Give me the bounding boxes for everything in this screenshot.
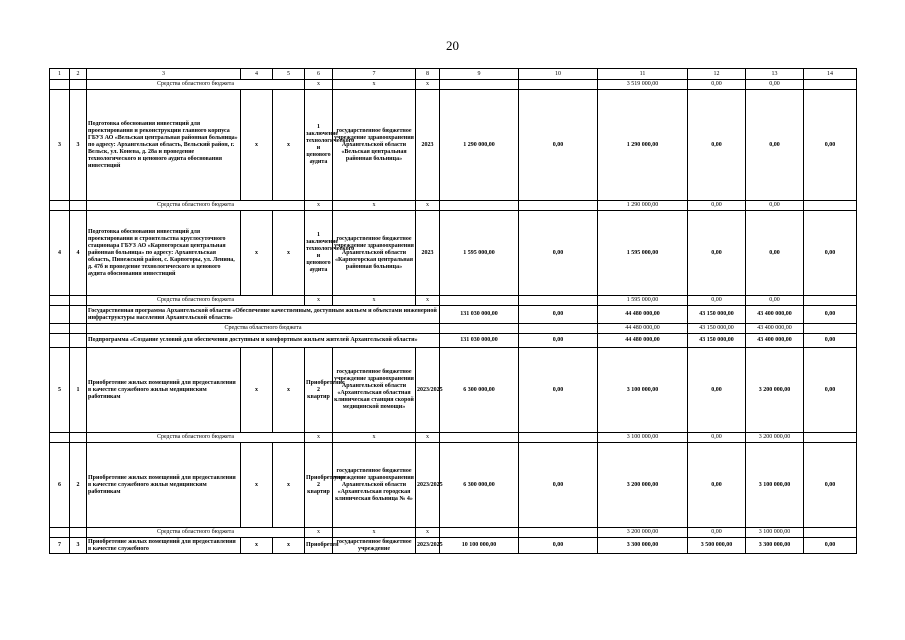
result-cell: Приобретение 2 квартир bbox=[305, 443, 333, 528]
table-cell: 3 100 000,00 bbox=[746, 443, 804, 528]
table-cell: 0,00 bbox=[688, 348, 746, 433]
result-cell: 1 заключение технологического и ценового аудита bbox=[305, 90, 333, 201]
row-number: 6 bbox=[50, 443, 70, 528]
measure-name: Приобретение жилых помещений для предоставления в качестве служебного жилья медицинским работникам bbox=[87, 348, 241, 433]
funding-label: Средства областного бюджета bbox=[87, 528, 305, 538]
table-cell: 44 480 000,00 bbox=[598, 324, 688, 334]
table-cell: 0,00 bbox=[804, 306, 857, 324]
table-cell: x bbox=[416, 433, 440, 443]
header-cell: 13 bbox=[746, 69, 804, 80]
table-cell: 3 300 000,00 bbox=[598, 538, 688, 554]
executor-cell: государственное бюджетное учреждение здравоохранения Архангельской области «Карпогорская центральная районная больница» bbox=[333, 211, 416, 296]
table-cell: 0,00 bbox=[688, 211, 746, 296]
result-cell: Приобретен bbox=[305, 538, 333, 554]
result-cell: 1 заключение технологического и ценового аудита bbox=[305, 211, 333, 296]
funding-label: Средства областного бюджета bbox=[87, 296, 305, 306]
table-cell: 0,00 bbox=[804, 211, 857, 296]
executor-cell: государственное бюджетное учреждение здравоохранения Архангельской области «Вельская центральная районная больница» bbox=[333, 90, 416, 201]
executor-cell: государственное бюджетное учреждение здравоохранения Архангельской области «Архангельская областная клиническая станция скорой медицинской помощи» bbox=[333, 348, 416, 433]
row-number: 3 bbox=[50, 90, 70, 201]
table-cell: x bbox=[273, 211, 305, 296]
measure-name: Подготовка обоснования инвестиций для проектирования и строительства круглосуточного стационара ГБУЗ АО «Карпогорская центральная районная больница» по адресу: Архангельская область, Пинежский район, с. Карпогоры, ул. Ленина, д. 47б и проведение технологического и ценового аудита обоснования инвестиций bbox=[87, 211, 241, 296]
table-cell: x bbox=[241, 443, 273, 528]
table-cell: 43 150 000,00 bbox=[688, 334, 746, 348]
program-row bbox=[50, 306, 857, 324]
row-number: 4 bbox=[50, 211, 70, 296]
table-cell: 3 519 000,00 bbox=[598, 80, 688, 90]
table-row bbox=[50, 348, 857, 433]
funding-label: Средства областного бюджета bbox=[87, 201, 305, 211]
year-cell: 2023/2025 bbox=[416, 538, 440, 554]
table-cell: x bbox=[416, 296, 440, 306]
row-number: 5 bbox=[50, 348, 70, 433]
header-cell: 9 bbox=[440, 69, 519, 80]
table-cell: 131 030 000,00 bbox=[440, 334, 519, 348]
table-row bbox=[50, 90, 857, 201]
table-cell: 0,00 bbox=[804, 334, 857, 348]
table-cell: 1 595 000,00 bbox=[440, 211, 519, 296]
table-cell: x bbox=[333, 80, 416, 90]
row-subnumber: 1 bbox=[70, 348, 87, 433]
table-cell: 0,00 bbox=[804, 538, 857, 554]
funding-row bbox=[50, 201, 857, 211]
header-cell: 2 bbox=[70, 69, 87, 80]
funding-row bbox=[50, 324, 857, 334]
result-cell: Приобретение 2 квартир bbox=[305, 348, 333, 433]
header-cell: 12 bbox=[688, 69, 746, 80]
table-cell: 0,00 bbox=[688, 433, 746, 443]
table-row bbox=[50, 443, 857, 528]
table-cell: 0,00 bbox=[746, 80, 804, 90]
table-cell: x bbox=[273, 348, 305, 433]
table-cell: x bbox=[241, 538, 273, 554]
table-cell: 3 500 000,00 bbox=[688, 538, 746, 554]
table-cell: 0,00 bbox=[519, 443, 598, 528]
table-cell: x bbox=[305, 433, 333, 443]
table-cell: x bbox=[416, 80, 440, 90]
header-cell: 8 bbox=[416, 69, 440, 80]
year-cell: 2023 bbox=[416, 90, 440, 201]
table-cell: 0,00 bbox=[519, 348, 598, 433]
header-cell: 3 bbox=[87, 69, 241, 80]
table-row bbox=[50, 538, 857, 554]
table-cell: 3 100 000,00 bbox=[746, 528, 804, 538]
table-cell: 43 400 000,00 bbox=[746, 334, 804, 348]
table-header-row bbox=[50, 69, 857, 80]
table-cell: 1 595 000,00 bbox=[598, 296, 688, 306]
table-cell: 43 400 000,00 bbox=[746, 324, 804, 334]
table-cell: 0,00 bbox=[746, 296, 804, 306]
table-cell: x bbox=[333, 528, 416, 538]
header-cell: 14 bbox=[804, 69, 857, 80]
table-cell: 1 290 000,00 bbox=[598, 201, 688, 211]
table-cell: 0,00 bbox=[519, 538, 598, 554]
table-cell: 0,00 bbox=[804, 90, 857, 201]
table-cell: 3 300 000,00 bbox=[746, 538, 804, 554]
table-cell: x bbox=[333, 201, 416, 211]
page-number: 20 bbox=[446, 38, 459, 53]
table-cell: x bbox=[333, 433, 416, 443]
table-cell: 43 150 000,00 bbox=[688, 324, 746, 334]
table-cell: 0,00 bbox=[804, 443, 857, 528]
table-row bbox=[50, 211, 857, 296]
row-subnumber: 3 bbox=[70, 538, 87, 554]
table-cell: 43 150 000,00 bbox=[688, 306, 746, 324]
table-cell: x bbox=[333, 296, 416, 306]
table-cell: 0,00 bbox=[688, 443, 746, 528]
funding-row bbox=[50, 296, 857, 306]
table-cell: 6 300 000,00 bbox=[440, 443, 519, 528]
table-cell: 0,00 bbox=[688, 296, 746, 306]
funding-row bbox=[50, 433, 857, 443]
row-subnumber: 4 bbox=[70, 211, 87, 296]
table-cell: 0,00 bbox=[746, 211, 804, 296]
header-cell: 10 bbox=[519, 69, 598, 80]
table-cell: 0,00 bbox=[688, 528, 746, 538]
header-cell: 7 bbox=[333, 69, 416, 80]
funding-label: Средства областного бюджета bbox=[87, 324, 440, 334]
table-cell: x bbox=[241, 211, 273, 296]
row-subnumber: 2 bbox=[70, 443, 87, 528]
measure-name: Приобретение жилых помещений для предоставления в качестве служебного bbox=[87, 538, 241, 554]
table-cell: 43 400 000,00 bbox=[746, 306, 804, 324]
subprogram-row bbox=[50, 334, 857, 348]
budget-table bbox=[49, 68, 857, 554]
year-cell: 2023/2025 bbox=[416, 348, 440, 433]
table-cell: 6 300 000,00 bbox=[440, 348, 519, 433]
table-cell: 1 595 000,00 bbox=[598, 211, 688, 296]
table-cell: 0,00 bbox=[519, 306, 598, 324]
table-cell: 44 480 000,00 bbox=[598, 334, 688, 348]
table-cell: 0,00 bbox=[519, 211, 598, 296]
table-cell: 3 200 000,00 bbox=[598, 443, 688, 528]
table-cell: 10 100 000,00 bbox=[440, 538, 519, 554]
table-cell: 0,00 bbox=[688, 80, 746, 90]
table-cell: 3 100 000,00 bbox=[598, 348, 688, 433]
header-cell: 1 bbox=[50, 69, 70, 80]
measure-name: Подготовка обоснования инвестиций для проектирования и реконструкции главного корпуса ГБУЗ АО «Вельская центральная районная больница» по адресу: Архангельская область, Вельский район, г. Вельск, ул. Конева, д. 28а и проведение технологического и ценового аудита обоснования инвестиций bbox=[87, 90, 241, 201]
table-cell: x bbox=[416, 528, 440, 538]
measure-name: Приобретение жилых помещений для предоставления в качестве служебного жилья медицинским работникам bbox=[87, 443, 241, 528]
executor-cell: государственное бюджетное учреждение здравоохранения Архангельской области «Архангельская городская клиническая больница № 4» bbox=[333, 443, 416, 528]
year-cell: 2023 bbox=[416, 211, 440, 296]
table-cell: x bbox=[241, 90, 273, 201]
table-cell: 0,00 bbox=[519, 334, 598, 348]
funding-label: Средства областного бюджета bbox=[87, 433, 305, 443]
table-cell: 3 200 000,00 bbox=[598, 528, 688, 538]
row-number: 7 bbox=[50, 538, 70, 554]
table-cell: 0,00 bbox=[804, 348, 857, 433]
executor-cell: государственное бюджетное учреждение bbox=[333, 538, 416, 554]
table-cell: 1 290 000,00 bbox=[598, 90, 688, 201]
table-cell: x bbox=[416, 201, 440, 211]
table-cell: 3 200 000,00 bbox=[746, 348, 804, 433]
table-cell: 131 030 000,00 bbox=[440, 306, 519, 324]
table-cell: x bbox=[305, 296, 333, 306]
header-cell: 6 bbox=[305, 69, 333, 80]
table-cell: 0,00 bbox=[688, 201, 746, 211]
table-cell: x bbox=[305, 528, 333, 538]
table-cell: x bbox=[273, 538, 305, 554]
table-cell: 1 290 000,00 bbox=[440, 90, 519, 201]
table-cell: 3 200 000,00 bbox=[746, 433, 804, 443]
header-cell: 5 bbox=[273, 69, 305, 80]
funding-label: Средства областного бюджета bbox=[87, 80, 305, 90]
table-cell: x bbox=[273, 443, 305, 528]
table-cell: 0,00 bbox=[519, 90, 598, 201]
table-cell: x bbox=[305, 80, 333, 90]
table-cell: 0,00 bbox=[746, 201, 804, 211]
table-cell: 3 100 000,00 bbox=[598, 433, 688, 443]
funding-row bbox=[50, 528, 857, 538]
table-cell: 44 480 000,00 bbox=[598, 306, 688, 324]
subprogram-name: Подпрограмма «Создание условий для обеспечения доступным и комфортным жильем жителей Архангельской области» bbox=[87, 334, 440, 348]
program-name: Государственная программа Архангельской области «Обеспечение качественным, доступным жильем и объектами инженерной инфраструктуры населения Архангельской области» bbox=[87, 306, 440, 324]
row-subnumber: 3 bbox=[70, 90, 87, 201]
funding-row bbox=[50, 80, 857, 90]
header-cell: 11 bbox=[598, 69, 688, 80]
table-cell: 0,00 bbox=[746, 90, 804, 201]
table-cell: x bbox=[273, 90, 305, 201]
table-cell: x bbox=[241, 348, 273, 433]
table-cell: x bbox=[305, 201, 333, 211]
year-cell: 2023/2025 bbox=[416, 443, 440, 528]
header-cell: 4 bbox=[241, 69, 273, 80]
table-cell: 0,00 bbox=[688, 90, 746, 201]
